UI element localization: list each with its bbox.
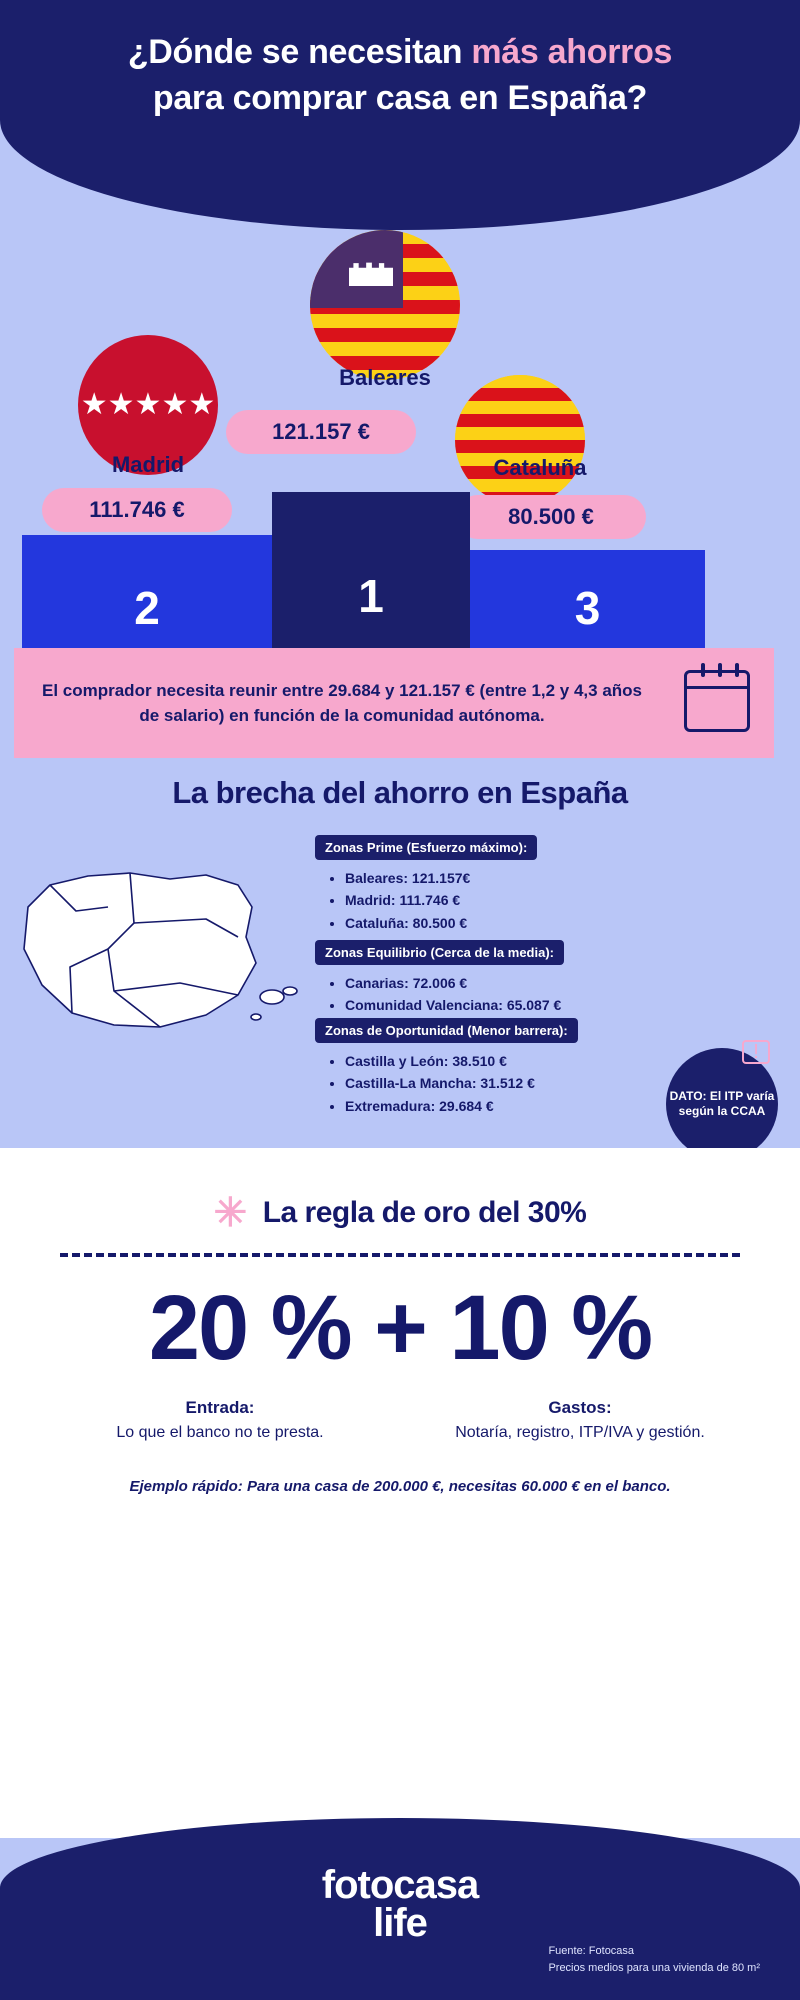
calendar-ring-left	[701, 663, 705, 677]
podium-rank-1: 1	[358, 570, 384, 622]
rule-title: La regla de oro del 30%	[262, 1196, 587, 1229]
page-title	[90, 30, 710, 122]
podium-price-madrid: 111.746 €	[42, 488, 232, 532]
legend-title-equilibrio: Zonas Equilibrio (Cerca de la media):	[315, 940, 564, 965]
page-title-part2: para comprar casa en España?	[152, 78, 648, 117]
dashed-divider	[60, 1253, 740, 1257]
legend-group-prime	[315, 835, 615, 934]
rule-column-entrada-desc: Lo que el banco no te presta.	[116, 1424, 324, 1441]
page-title-part1: ¿Dónde se necesitan	[127, 33, 472, 71]
list-item: • Extremadura: 29.684 €	[345, 1095, 615, 1117]
list-item: • Madrid: 111.746 €	[345, 889, 615, 911]
list-item: • Baleares: 121.157€	[345, 867, 615, 889]
calendar-icon	[684, 670, 750, 732]
podium-price-baleares: 121.157 €	[226, 410, 416, 454]
rule-column-entrada-title: Entrada:	[185, 1398, 255, 1417]
page-title-highlight: más ahorros	[471, 33, 673, 71]
logo-line-1: fotocasa	[321, 1863, 479, 1907]
asterisk-icon: ✳	[213, 1191, 247, 1235]
legend-list-prime	[345, 867, 615, 934]
legend-group-oportunidad	[315, 1018, 615, 1117]
podium-price-catalunya: 80.500 €	[456, 495, 646, 539]
rule-column-entrada	[40, 1398, 400, 1442]
podium-region-madrid: Madrid	[111, 452, 185, 477]
rule-title-row	[0, 1193, 800, 1233]
gap-section-title: La brecha del ahorro en España	[172, 775, 628, 810]
logo-line-2: life	[373, 1901, 427, 1945]
rule-columns	[40, 1398, 760, 1442]
calendar-ring-right	[735, 663, 739, 677]
madrid-stars: ★★★★★	[80, 388, 216, 421]
podium-region-catalunya: Cataluña	[493, 455, 587, 480]
baleares-flag-icon	[310, 230, 460, 380]
rule-example: Ejemplo rápido: Para una casa de 200.000 €, necesitas 60.000 € en el banco.	[129, 1478, 671, 1495]
spain-map-icon	[10, 845, 310, 1075]
list-item: • Castilla-La Mancha: 31.512 €	[345, 1072, 615, 1094]
podium-rank-3: 3	[574, 582, 601, 634]
podium-block-2	[22, 535, 272, 655]
data-stamp-text: DATO: El ITP varía según la CCAA	[669, 1089, 775, 1118]
catalunya-stripes	[455, 375, 585, 505]
fotocasa-logo	[0, 1863, 800, 1945]
podium-rank-2: 2	[134, 582, 160, 634]
legend-group-equilibrio	[315, 940, 615, 1017]
data-stamp	[666, 1048, 778, 1160]
list-item: • Comunidad Valenciana: 65.087 €	[345, 994, 615, 1016]
legend-list-equilibrio	[345, 972, 615, 1017]
rule-big-number: 20 % + 10 %	[148, 1277, 652, 1379]
podium-region-baleares: Baleares	[339, 365, 431, 390]
list-item: • Cataluña: 80.500 €	[345, 912, 615, 934]
podium-section	[0, 230, 800, 655]
legend-title-prime: Zonas Prime (Esfuerzo máximo):	[315, 835, 537, 860]
legend-title-oportunidad: Zonas de Oportunidad (Menor barrera):	[315, 1018, 578, 1043]
podium-block-3	[470, 550, 705, 655]
warning-icon: !	[742, 1040, 770, 1064]
header-banner	[0, 0, 800, 230]
callout-text: El comprador necesita reunir entre 29.684 y 121.157 € (entre 1,2 y 4,3 años de salario) en función de la comunidad autónoma.	[41, 680, 643, 725]
list-item: • Castilla y León: 38.510 €	[345, 1050, 615, 1072]
footer-banner	[0, 1818, 800, 2000]
golden-rule-section	[0, 1148, 800, 1838]
callout-banner	[14, 648, 774, 758]
list-item: • Canarias: 72.006 €	[345, 972, 615, 994]
rule-column-gastos-desc: Notaría, registro, ITP/IVA y gestión.	[455, 1424, 705, 1441]
calendar-ring-mid	[718, 663, 722, 677]
legend-list-oportunidad	[345, 1050, 615, 1117]
source-line-2: Precios medios para una vivienda de 80 m²	[548, 1962, 760, 1975]
source-line-1: Fuente: Fotocasa	[548, 1944, 635, 1957]
catalunya-flag-icon	[455, 375, 585, 505]
rule-column-gastos-title: Gastos:	[548, 1398, 612, 1417]
source-note	[548, 1943, 760, 1978]
rule-column-gastos	[400, 1398, 760, 1442]
podium-block-1	[272, 492, 470, 655]
